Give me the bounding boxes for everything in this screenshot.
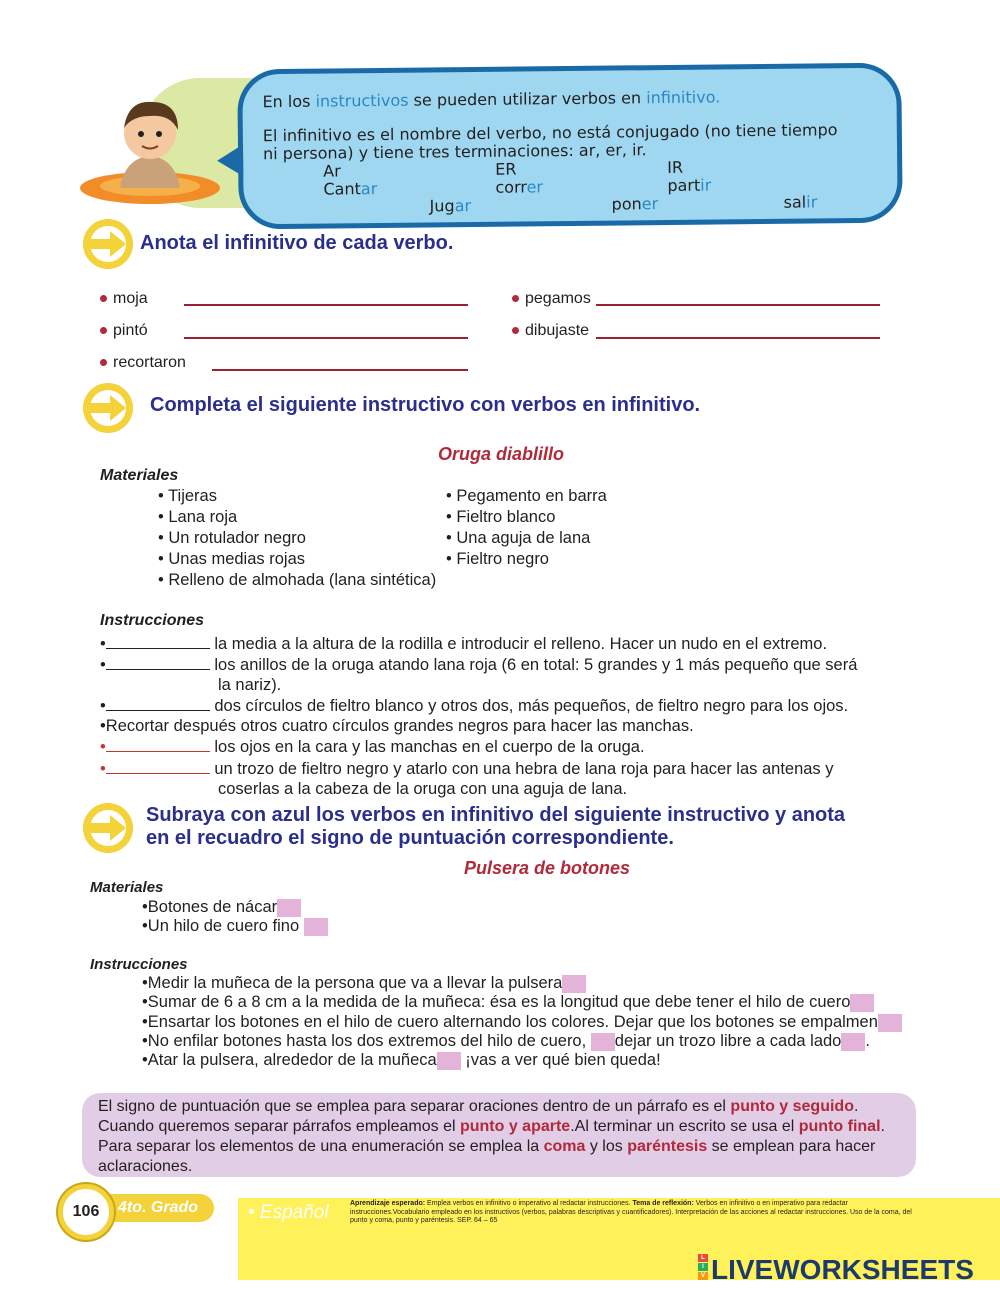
verb-item: moja: [100, 290, 148, 308]
material-item: • Fieltro negro: [446, 550, 549, 568]
blank-input[interactable]: [106, 759, 210, 774]
instruction-line: • los ojos en la cara y las manchas en el cuerpo de la oruga.: [100, 738, 645, 756]
punctuation-box[interactable]: [878, 1014, 902, 1032]
section3-heading-line2: en el recuadro el signo de puntuación correspondiente.: [146, 827, 674, 849]
speech-bubble: [237, 63, 903, 230]
instruction-line: • dos círculos de fieltro blanco y otros dos, más pequeños, de fieltro negro para los ojos.: [100, 697, 849, 715]
material-item: • Un rotulador negro: [158, 529, 306, 547]
punctuation-box[interactable]: [850, 994, 874, 1012]
footer-note: Aprendizaje esperado: Emplea verbos en infinitivo o imperativo al redactar instrucciones. Tema de reflexión: Verbos en infinitivo o en imperativo para redactar instrucciones.Vocabulario empleado en los instructivos (verbos, palabras descriptivas y cuantificadores). Interpretación de las acciones al redactar instrucciones. Uso de la coma, del punto y coma, punto y paréntesis. SEP. 64 – 65: [350, 1200, 912, 1224]
material-item: • Pegamento en barra: [446, 487, 607, 505]
material-item: • Tijeras: [158, 487, 217, 505]
punctuation-box[interactable]: [841, 1033, 865, 1051]
page-number: 106: [58, 1184, 114, 1240]
instruction-line: •Medir la muñeca de la persona que va a llevar la pulsera: [142, 974, 586, 993]
arrow-right-icon: [82, 802, 134, 854]
verb-item: recortaron: [100, 354, 186, 372]
logo-tiles-icon: L I V: [698, 1254, 708, 1281]
punctuation-box[interactable]: [277, 899, 301, 917]
punctuation-box[interactable]: [591, 1033, 615, 1051]
example-correr: correr: [495, 177, 544, 197]
arrow-right-icon: [82, 218, 134, 270]
subject-label: • Español: [248, 1202, 329, 1223]
blank-input[interactable]: [106, 737, 210, 752]
col-head-ar: Ar: [323, 161, 341, 181]
blank-input[interactable]: [106, 634, 210, 649]
arrow-right-icon: [82, 382, 134, 434]
instruction-line: •Atar la pulsera, alrededor de la muñeca ¡vas a ver qué bien queda!: [142, 1051, 661, 1069]
verb-item: dibujaste: [512, 322, 589, 340]
material-item: • Lana roja: [158, 508, 238, 526]
instruction-line: •Sumar de 6 a 8 cm a la medida de la muñeca: ésa es la longitud que debe tener el hilo de cuero: [142, 993, 874, 1012]
instruction-line: •Ensartar los botones en el hilo de cuero alternando los colores. Dejar que los botones se empalmen: [142, 1013, 902, 1032]
instruction-line: •Recortar después otros cuatro círculos grandes negros para hacer las manchas.: [100, 717, 694, 735]
oruga-title: Oruga diablillo: [438, 444, 565, 464]
answer-line[interactable]: [184, 304, 468, 306]
intro-line-1: En los instructivos se pueden utilizar verbos en infinitivo.: [262, 87, 721, 112]
instructions-label: Instrucciones: [100, 612, 205, 629]
boy-illustration: [80, 88, 240, 208]
section2-heading: Completa el siguiente instructivo con verbos en infinitivo.: [150, 394, 701, 416]
punctuation-box[interactable]: [562, 975, 586, 993]
punctuation-info-box: El signo de puntuación que se emplea para separar oraciones dentro de un párrafo es el punto y seguido. Cuando queremos separar párrafos empleamos el punto y aparte.Al terminar un escrito se usa el punto final. Para separar los elementos de una enumeración se emplea la coma y los paréntesis se emplean para hacer aclaraciones.: [82, 1093, 916, 1177]
pulsera-title: Pulsera de botones: [464, 858, 631, 878]
material-item: •Botones de nácar: [142, 898, 301, 917]
instruction-line: coserlas a la cabeza de la oruga con una aguja de lana.: [218, 780, 628, 798]
material-item: •Un hilo de cuero fino: [142, 917, 328, 936]
instructions-label: Instrucciones: [90, 956, 188, 973]
instruction-line: • la media a la altura de la rodilla e introducir el relleno. Hacer un nudo en el extremo.: [100, 635, 828, 653]
material-item: • Fieltro blanco: [446, 508, 556, 526]
material-item: • Unas medias rojas: [158, 550, 306, 568]
answer-line[interactable]: [212, 369, 468, 371]
answer-line[interactable]: [596, 337, 880, 339]
punctuation-box[interactable]: [304, 918, 328, 936]
instruction-line: • los anillos de la oruga atando lana roja (6 en total: 5 grandes y 1 más pequeño que será: [100, 656, 858, 674]
instruction-line: • un trozo de fieltro negro y atarlo con una hebra de lana roja para hacer las antenas y: [100, 760, 834, 778]
example-cantar: Cantar: [323, 179, 378, 199]
punctuation-box[interactable]: [437, 1052, 461, 1070]
liveworksheets-logo[interactable]: L I V LIVEWORKSHEETS: [698, 1254, 974, 1286]
material-item: • Una aguja de lana: [446, 529, 591, 547]
grade-tab: 4to. Grado: [104, 1194, 214, 1222]
col-head-ir: IR: [667, 157, 684, 177]
example-partir: partir: [667, 175, 712, 195]
instruction-line: la nariz).: [218, 676, 282, 694]
intro-line-3: ni persona) y tiene tres terminaciones: ar, er, ir.: [262, 140, 647, 164]
intro-line-2: El infinitivo es el nombre del verbo, no está conjugado (no tiene tiempo: [262, 120, 838, 146]
material-item: • Relleno de almohada (lana sintética): [158, 571, 437, 589]
answer-line[interactable]: [184, 337, 468, 339]
materials-label: Materiales: [100, 467, 179, 484]
instruction-line: •No enfilar botones hasta los dos extremos del hilo de cuero, dejar un trozo libre a cada lado .: [142, 1032, 870, 1050]
example-jugar: Jugar: [429, 196, 472, 216]
blank-input[interactable]: [106, 655, 210, 670]
example-salir: salir: [783, 192, 818, 212]
section3-heading-line1: Subraya con azul los verbos en infinitivo del siguiente instructivo y anota: [146, 804, 846, 826]
answer-line[interactable]: [596, 304, 880, 306]
col-head-er: ER: [495, 159, 517, 179]
verb-item: pintó: [100, 322, 148, 340]
example-poner: poner: [611, 194, 659, 214]
materials-label: Materiales: [90, 879, 164, 896]
blank-input[interactable]: [106, 696, 210, 711]
section1-heading: Anota el infinitivo de cada verbo.: [140, 232, 454, 254]
verb-item: pegamos: [512, 290, 591, 308]
